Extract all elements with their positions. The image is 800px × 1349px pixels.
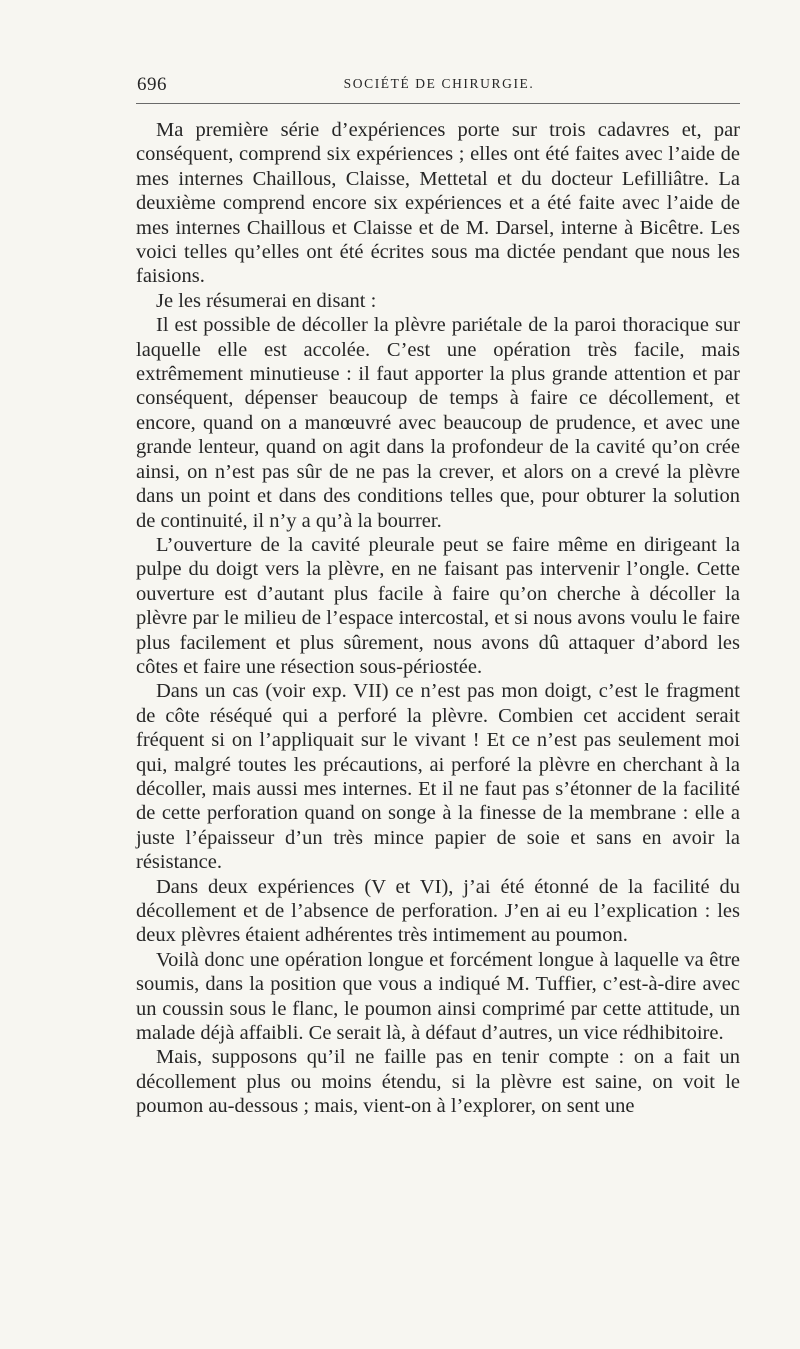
paragraph: L’ouverture de la cavité pleurale peut se faire même en dirigeant la pulpe du doigt vers la plèvre, en ne faisant pas intervenir l’ongle. Cette ouverture est d’autant plus facile à faire qu’on cherche à décoller la plèvre par le milieu de l’espace intercostal, et si nous avons voulu le faire plus facilement et plus sûrement, nous avons dû attaquer d’abord les côtes et faire une résection sous-périostée. (136, 533, 740, 678)
page-header (137, 74, 741, 100)
header-rule (136, 103, 740, 104)
paragraph: Voilà donc une opération longue et forcément longue à laquelle va être soumis, dans la position que vous a indiqué M. Tuffier, c’est-à-dire avec un coussin sous le flanc, le poumon ainsi comprimé par cette attitude, un malade déjà affaibli. Ce serait là, à défaut d’autres, un vice rédhibitoire. (136, 948, 740, 1045)
paragraph: Je les résumerai en disant : (156, 289, 377, 312)
body-text (136, 118, 740, 1119)
page-number: 696 (137, 74, 167, 95)
running-head: SOCIÉTÉ DE CHIRURGIE. (343, 76, 535, 91)
paragraph: Dans un cas (voir exp. VII) ce n’est pas mon doigt, c’est le fragment de côte réséqué qui a perforé la plèvre. Combien cet accident serait fréquent si on l’appliquait sur le vivant ! Et ce n’est pas seulement moi qui, malgré toutes les précautions, ai perforé la plèvre en cherchant à la décoller, mais aussi mes internes. Et il ne faut pas s’étonner de la facilité de cette perforation quand on songe à la finesse de la membrane : elle a juste l’épaisseur d’un très mince papier de soie et sans en avoir la résistance. (136, 680, 740, 874)
paragraph: Ma première série d’expériences porte sur trois cadavres et, par conséquent, comprend six expériences ; elles ont été faites avec l’aide de mes internes Chaillous, Claisse, Mettetal et du docteur Lefilliâtre. La deuxième comprend encore six expériences et a été faite avec l’aide de mes internes Chaillous et Claisse et de M. Darsel, interne à Bicêtre. Les voici telles qu’elles ont été écrites sous ma dictée pendant que nous les faisions. (136, 119, 740, 288)
paragraph: Dans deux expériences (V et VI), j’ai été étonné de la facilité du décollement et de l’absence de perforation. J’en ai eu l’explication : les deux plèvres étaient adhérentes très intimement au poumon. (136, 875, 740, 947)
paragraph: Il est possible de décoller la plèvre pariétale de la paroi thoracique sur laquelle elle est accolée. C’est une opération très facile, mais extrêmement minutieuse : il faut apporter la plus grande attention et par conséquent, dépenser beaucoup de temps à faire ce décollement, et encore, quand on a manœuvré avec beaucoup de prudence, et avec une grande lenteur, quand on agit dans la profondeur de la cavité qu’on crée ainsi, on n’est pas sûr de ne pas la crever, et alors on a crevé la plèvre dans un point et dans des conditions telles que, pour obturer la solution de continuité, il n’y a qu’à la bourrer. (136, 314, 740, 532)
paragraph: Mais, supposons qu’il ne faille pas en tenir compte : on a fait un décollement plus ou moins étendu, si la plèvre est saine, on voit le poumon au-dessous ; mais, vient-on à l’explorer, on sent une (136, 1046, 740, 1118)
